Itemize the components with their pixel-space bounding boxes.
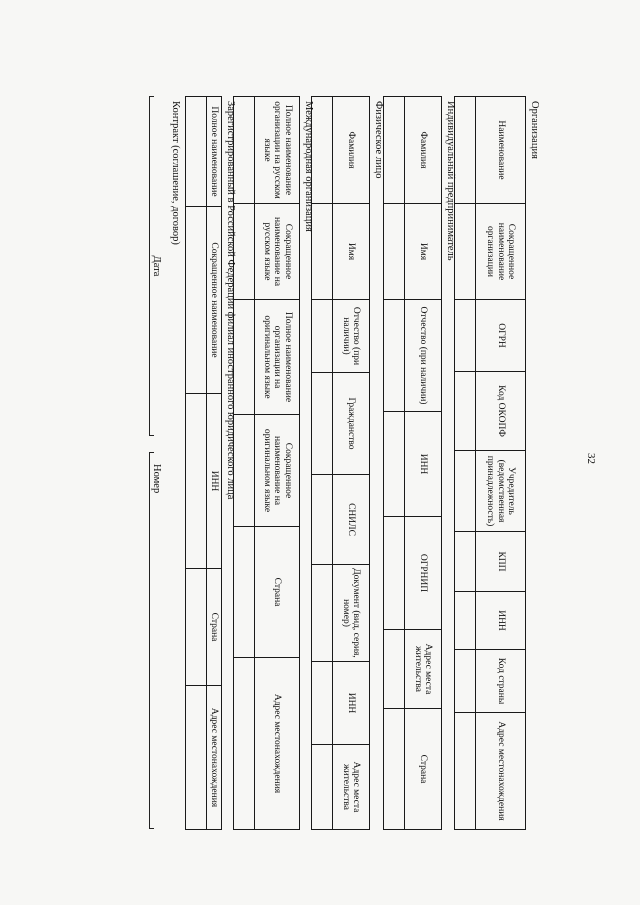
entrepreneur-header-ogrnip: ОГРНИП	[405, 517, 442, 630]
entrepreneur-header-country: Страна	[405, 709, 442, 830]
contract-date-label: Дата	[151, 255, 162, 277]
international-table	[233, 96, 300, 830]
branch-caption: Зарегистрированный в Российской Федерации филиал иностранного юридического лица	[225, 101, 236, 500]
organization-table	[454, 96, 526, 830]
branch-header-full-name: Полное наименование	[207, 97, 222, 207]
branch-table	[185, 96, 222, 830]
person-header-inn: ИНН	[333, 662, 370, 745]
international-caption: Международная организация	[303, 101, 314, 232]
person-header-citizenship: Гражданство	[333, 373, 370, 475]
entrepreneur-empty-row	[384, 97, 405, 830]
person-header-surname: Фамилия	[333, 97, 370, 204]
person-header-residence: Адрес места жительства	[333, 745, 370, 830]
person-empty-row	[312, 97, 333, 830]
organization-caption: Организация	[529, 101, 540, 159]
international-header-full-name-ru: Полное наименование организации на русском языке	[255, 97, 300, 204]
organization-header-name: Наименование	[476, 97, 526, 204]
branch-empty-row	[186, 97, 207, 830]
entrepreneur-header-surname: Фамилия	[405, 97, 442, 204]
person-caption: Физическое лицо	[373, 101, 384, 179]
international-empty-row	[234, 97, 255, 830]
organization-header-inn: ИНН	[476, 592, 526, 650]
page-number: 32	[585, 453, 597, 464]
international-header-short-name-ru: Сокращенное наименование на русском языке	[255, 204, 300, 300]
organization-empty-row	[455, 97, 476, 830]
contract-number-line	[149, 452, 162, 829]
entrepreneur-header-inn: ИНН	[405, 412, 442, 517]
entrepreneur-header-residence: Адрес места жительства	[405, 630, 442, 709]
organization-header-short-name: Сокращенное наименование организации	[476, 204, 526, 300]
contract-date-line	[149, 96, 162, 436]
person-table	[311, 96, 370, 830]
organization-header-ogrn: ОГРН	[476, 300, 526, 372]
entrepreneur-table	[383, 96, 442, 830]
international-header-full-name-orig: Полное наименование организации на оригинальном языке	[255, 300, 300, 415]
international-header-address: Адрес местонахождения	[255, 658, 300, 830]
person-header-document: Документ (вид, серия, номер)	[333, 565, 370, 662]
entrepreneur-header-name: Имя	[405, 204, 442, 300]
branch-header-country: Страна	[207, 569, 222, 686]
international-header-short-name-orig: Сокращенное наименование на оригинальном языке	[255, 415, 300, 527]
organization-header-kpp: КПП	[476, 532, 526, 592]
person-header-name: Имя	[333, 204, 370, 300]
organization-header-country-code: Код страны	[476, 650, 526, 713]
branch-header-address: Адрес местонахождения	[207, 686, 222, 830]
organization-header-address: Адрес местонахождения	[476, 713, 526, 830]
branch-header-short-name: Сокращенное наименование	[207, 207, 222, 394]
organization-header-founder: Учредитель (ведомственная принадлежность)	[476, 451, 526, 532]
person-header-patronymic: Отчество (при наличии)	[333, 300, 370, 373]
entrepreneur-header-patronymic: Отчество (при наличии)	[405, 300, 442, 412]
branch-header-inn: ИНН	[207, 394, 222, 569]
organization-header-okopf: Код ОКОПФ	[476, 372, 526, 451]
contract-number-label: Номер	[151, 464, 162, 494]
contract-caption: Контракт (соглашение, договор)	[170, 101, 181, 245]
person-header-snils: СНИЛС	[333, 475, 370, 565]
entrepreneur-caption: Индивидуальный предприниматель	[445, 101, 456, 261]
international-header-country: Страна	[255, 527, 300, 658]
